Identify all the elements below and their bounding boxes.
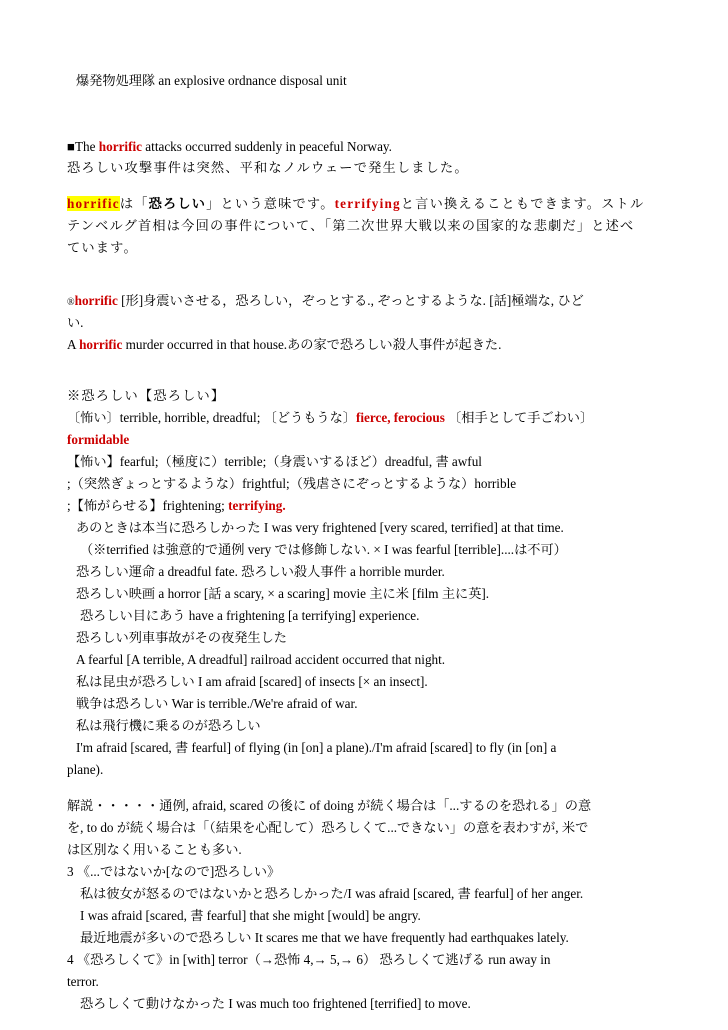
example-sentence-en: ■The horrific attacks occurred suddenly in peaceful Norway. <box>67 139 392 154</box>
entry-line-12: A fearful [A terrible, A dreadful] railroad accident occurred that night. <box>76 652 446 667</box>
entry-line-5: ;【怖がらせる】frightening; terrifying. <box>67 498 286 513</box>
entry-line-10: 恐ろしい目にあう have a frightening [a terrifying] experience. <box>80 608 420 623</box>
bold-fierce: fierce, ferocious <box>355 410 445 425</box>
entry-line-6: あのときは本当に恐ろしかった I was very frightened [very scared, terrified] at that time. <box>76 520 564 535</box>
example-keyword: horrific <box>79 337 123 352</box>
bold-formidable: formidable <box>67 432 130 447</box>
entry-line-4: ;（突然ぎょっとするような）frightful;（残虐さにぞっとするような）horrible <box>67 476 517 491</box>
keyword-terrifying: terrifying <box>334 196 401 211</box>
note-line-3: は区別なく用いることも多い. <box>67 842 242 857</box>
header-en: an explosive ordnance disposal unit <box>155 73 347 88</box>
note-line-4: 3 《...ではないか[なので]恐ろしい》 <box>67 864 281 879</box>
keyword-horrific-highlight: horrific <box>67 196 120 211</box>
entry-line-1: 〔怖い〕terrible, horrible, dreadful; 〔どうもうな〕fierce, ferocious 〔相手として手ごわい〕 <box>67 410 594 425</box>
header-ja: 爆発物処理隊 <box>76 73 156 88</box>
example-sentence-ja: 恐ろしい攻撃事件は突然、平和なノルウェーで発生しました。 <box>67 160 469 175</box>
quoted-meaning: 恐ろしい <box>148 196 207 211</box>
explanation-line-1: horrificは「恐ろしい」という意味です。terrifyingと言い換えることもできます。ストル <box>67 196 645 211</box>
note-line-10: 恐ろしくて動けなかった I was much too frightened [terrified] to move. <box>80 996 471 1011</box>
entry-line-14: 戦争は恐ろしい War is terrible./We're afraid of war. <box>76 696 358 711</box>
note-line-1: 解説・・・・・通例, afraid, scared の後に of doing が続く場合は「...するのを恐れる」の意 <box>67 798 592 813</box>
note-line-2: を, to do が続く場合は「（結果を心配して）恐ろしくて...できない」の意を表わすが, 米で <box>67 820 589 835</box>
note-line-6: I was afraid [scared, 書 fearful] that she might [would] be angry. <box>80 908 421 923</box>
definition-line-1: ®horrific [形]身震いさせる，恐ろしい，ぞっとする., ぞっとするような. [話]極端な, ひど <box>67 293 584 308</box>
entry-line-17: plane). <box>67 762 104 777</box>
header-line <box>76 70 347 92</box>
note-line-8: 4 《恐ろしくて》in [with] terror（→恐怖 4,→ 5,→ 6） 恐ろしくて逃げる run away in <box>67 952 551 967</box>
definition-keyword: horrific <box>74 293 118 308</box>
explanation-line-2: テンベルグ首相は今回の事件について、「第二次世界大戦以来の国家的な悲劇だ」と述べ <box>67 218 635 233</box>
entry-line-15: 私は飛行機に乗るのが恐ろしい <box>76 718 261 733</box>
definition-example: A horrific murder occurred in that house.あの家で恐ろしい殺人事件が起きた. <box>67 337 502 352</box>
entry-line-3: 【怖い】fearful;（極度に）terrible;（身震いするほど）dreadful, 書 awful <box>67 454 482 469</box>
entry-heading: ※恐ろしい【恐ろしい】 <box>67 388 226 403</box>
entry-line-11: 恐ろしい列車事故がその夜発生した <box>76 630 287 645</box>
note-line-7: 最近地震が多いので恐ろしい It scares me that we have frequently had earthquakes lately. <box>80 930 569 945</box>
registered-mark: ® <box>67 297 75 308</box>
entry-line-2 <box>67 429 129 451</box>
note-line-9: terror. <box>67 974 99 989</box>
entry-line-16: I'm afraid [scared, 書 fearful] of flying (in [on] a plane)./I'm afraid [scared] to fly (in [on] a <box>76 740 557 755</box>
definition-line-2: い. <box>67 315 84 330</box>
entry-line-9: 恐ろしい映画 a horror [話 a scary, × a scaring] movie 主に米 [film 主に英]. <box>76 586 490 601</box>
bold-terrifying: terrifying. <box>228 498 286 513</box>
explanation-line-3: ています。 <box>67 240 138 255</box>
entry-line-13: 私は昆虫が恐ろしい I am afraid [scared] of insects [× an insect]. <box>76 674 428 689</box>
square-bullet: ■ <box>67 139 75 154</box>
entry-line-7: （※terrified は強意的で通例 very では修飾しない. × I was fearful [terrible]....は不可） <box>80 542 567 557</box>
entry-line-8: 恐ろしい運命 a dreadful fate. 恐ろしい殺人事件 a horrible murder. <box>76 564 445 579</box>
note-line-5: 私は彼女が怒るのではないかと恐ろしかった/I was afraid [scared, 書 fearful] of her anger. <box>80 886 584 901</box>
keyword-horrific: horrific <box>98 139 142 154</box>
